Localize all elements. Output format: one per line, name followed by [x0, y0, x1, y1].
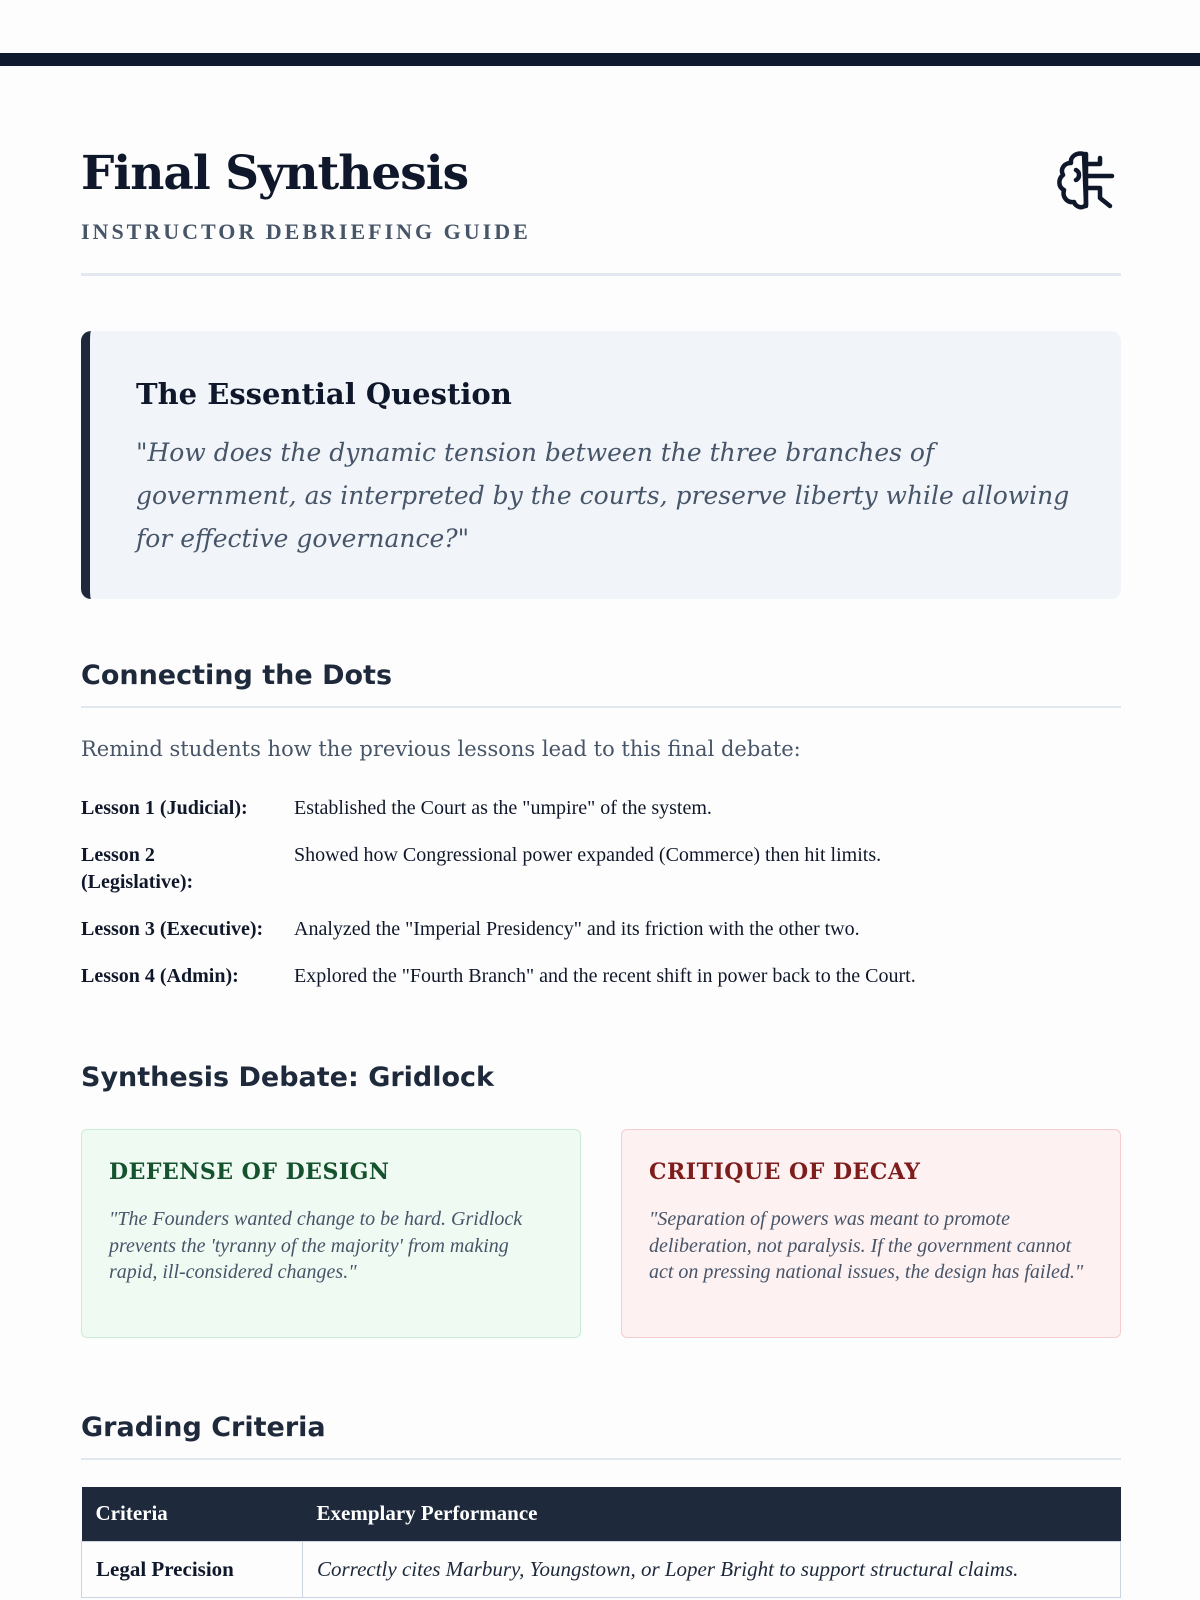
defense-card-title: DEFENSE OF DESIGN: [109, 1159, 390, 1185]
grading-divider: [81, 1458, 1121, 1460]
top-accent-bar: [0, 53, 1200, 66]
defense-card-text: "The Founders wanted change to be hard. Gridlock prevents the 'tyranny of the majority' from making rapid, ill-considered changes.": [109, 1208, 523, 1283]
defense-card: [81, 1129, 581, 1338]
lesson-description: Analyzed the "Imperial Presidency" and its friction with the other two.: [294, 918, 860, 940]
critique-card-text: "Separation of powers was meant to promote deliberation, not paralysis. If the government cannot act on pressing national issues, the design has failed.": [649, 1208, 1084, 1283]
lesson-description: Explored the "Fourth Branch" and the recent shift in power back to the Court.: [294, 965, 916, 987]
essential-question-text: "How does the dynamic tension between the three branches of government, as interpreted by the courts, preserve liberty while allowing for effective governance?": [136, 438, 1070, 553]
table-header-row: [82, 1487, 1121, 1541]
page-subtitle: INSTRUCTOR DEBRIEFING GUIDE: [81, 219, 531, 244]
debate-heading: Synthesis Debate: Gridlock: [81, 1062, 495, 1093]
page-title: Final Synthesis: [81, 146, 469, 201]
essential-question-box: [81, 331, 1121, 599]
lesson-description: Established the Court as the "umpire" of the system.: [294, 797, 712, 819]
critique-card: [621, 1129, 1121, 1338]
lesson-label: Lesson 3 (Executive):: [81, 918, 264, 940]
header-divider: [81, 273, 1121, 276]
lesson-label: Lesson 1 (Judicial):: [81, 797, 248, 819]
brain-icon: [1054, 148, 1118, 212]
table-row: [82, 1541, 1121, 1597]
connecting-heading: Connecting the Dots: [81, 660, 393, 691]
lesson-label: Lesson 2 (Legislative):: [81, 844, 194, 893]
essential-question-heading: The Essential Question: [136, 377, 512, 411]
critique-card-title: CRITIQUE OF DECAY: [649, 1159, 921, 1185]
column-header-performance: Exemplary Performance: [303, 1487, 1121, 1541]
lesson-label: Lesson 4 (Admin):: [81, 965, 239, 987]
performance-cell: Correctly cites Marbury, Youngstown, or Loper Bright to support structural claims.: [303, 1541, 1121, 1597]
grading-table: [81, 1487, 1121, 1598]
grading-heading: Grading Criteria: [81, 1412, 326, 1443]
criteria-cell: Legal Precision: [82, 1541, 303, 1597]
connecting-intro: Remind students how the previous lessons lead to this final debate:: [81, 737, 801, 761]
column-header-criteria: Criteria: [82, 1487, 303, 1541]
connecting-divider: [81, 706, 1121, 708]
lesson-description: Showed how Congressional power expanded (Commerce) then hit limits.: [294, 844, 882, 866]
